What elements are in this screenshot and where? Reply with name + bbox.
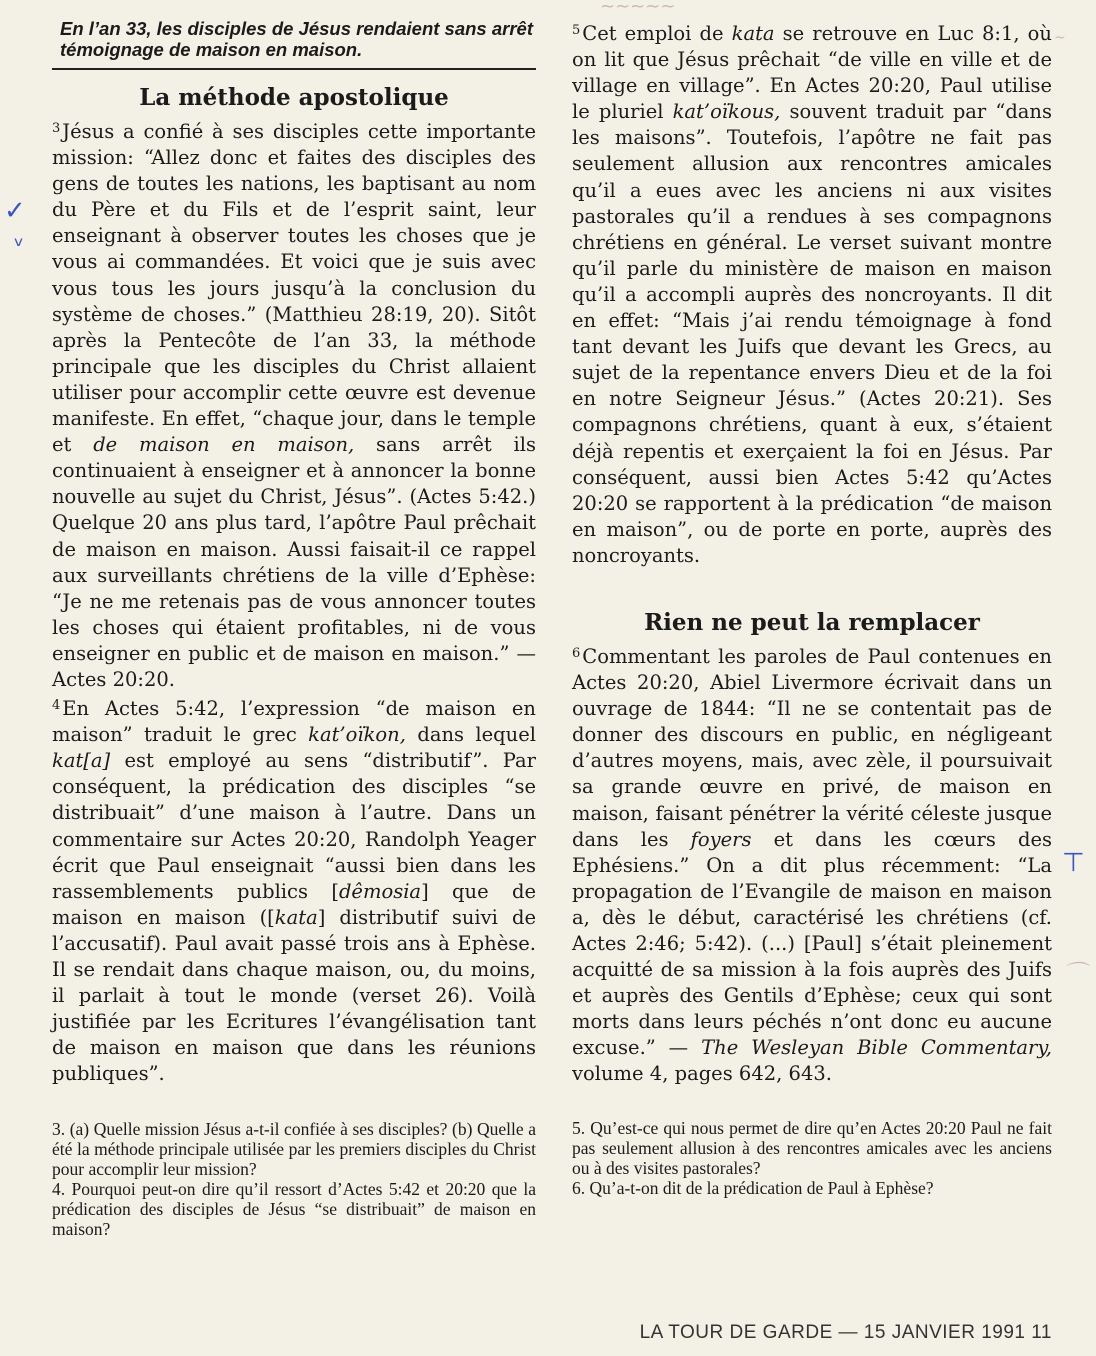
paragraph-number: 6 xyxy=(572,645,581,661)
study-questions-right xyxy=(572,1118,1052,1198)
right-column xyxy=(572,18,1052,1198)
pen-scribble-icon: ᵛ xyxy=(14,232,25,260)
pen-check-mark-icon: ✓ xyxy=(4,196,26,226)
question-3: 3. (a) Quelle mission Jésus a-t-il confiée à ses disciples? (b) Quelle a été la méthode principale utilisée par les premiers disciples du Christ pour accomplir leur mission? xyxy=(52,1119,536,1180)
page-footer: LA TOUR DE GARDE — 15 JANVIER 1991 11 xyxy=(639,1322,1052,1343)
intro-rule xyxy=(52,68,536,70)
pen-margin-note-icon: ~ xyxy=(1054,30,1066,46)
intro-text: En l’an 33, les disciples de Jésus rendaient sans arrêt témoignage de maison en maison. xyxy=(60,18,533,60)
pen-faint-note-icon: ~~~~~ xyxy=(600,0,676,17)
paragraph-number: 5 xyxy=(572,23,581,38)
section-heading-left: La méthode apostolique xyxy=(139,84,449,111)
paragraph-number: 3 xyxy=(52,121,61,136)
question-6: 6. Qu’a-t-on dit de la prédication de Paul à Ephèse? xyxy=(572,1177,934,1198)
paragraph-6: $^6$ Commentant les paroles de Paul contenues en Actes 20:20, Abiel Livermore écrivait dans un ouvrage de 1844: “Il ne se contentait pas de donner des discours en public, en négligeant d’autres moyens, mais, avec zèle, il poursuivait sa grande œuvre en privé, de maison en maison, faisant pénétrer la vérité céleste jusque dans les foyers et dans les cœurs des Ephésiens.” On a dit plus récemment: “La propagation de l’Evangile de maison en maison a, dès le début, caractérisé les chrétiens (cf. Actes 2:46; 5:42). (...) [Paul] s’était pleinement acquitté de sa mission à la fois auprès des Juifs et auprès des Gentils d’Ephèse; ceux qui sont morts dans leurs péchés n’ont donc eu aucune excuse.” — The Wesleyan Bible Commentary, volume 4, pages 642, 643. xyxy=(572,644,1052,1086)
question-5: 5. Qu’est-ce qui nous permet de dire qu’en Actes 20:20 Paul ne fait pas seulement allusion à des rencontres amicales avec les anciens ou à des visites pastorales? xyxy=(572,1117,1052,1178)
pen-bracket-mark-icon: ⌒ xyxy=(1062,960,1086,988)
question-4: 4. Pourquoi peut-on dire qu’il ressort d’Actes 5:42 et 20:20 que la prédication des disciples de Jésus “se distribuait” de maison en maison? xyxy=(52,1179,536,1240)
left-column xyxy=(52,18,536,1239)
paragraph-number: 4 xyxy=(52,698,61,714)
paragraph-4: $^4$ En Actes 5:42, l’expression “de maison en maison” traduit le grec kat’oïkon, dans lequel kat[a] est employé au sens “distributif”. Par conséquent, la prédication des disciples “se distribuait” d’une maison à l’autre. Dans un commentaire sur Actes 20:20, Randolph Yeager écrit que Paul enseignait “aussi bien dans les rassemblements publics [dêmosia] que de maison en maison ([kata] distributif suivi de l’accusatif). Paul avait passé trois ans à Ephèse. Il se rendait dans chaque maison, ou, du moins, il parlait à tout le monde (verset 26). Voilà justifiée par les Ecritures l’évangélisation tant de maison en maison que dans les réunions publiques”. xyxy=(52,697,536,1086)
paragraph-3: $^3$ Jésus a confié à ses disciples cette importante mission: “Allez donc et faites des disciples des gens de toutes les nations, les baptisant au nom du Père et du Fils et de l’esprit saint, leur enseignant à observer toutes les choses que je vous ai commandées. Et voici que je suis avec vous tous les jours jusqu’à la conclusion du système de choses.” (Matthieu 28:19, 20). Sitôt après la Pentecôte de l’an 33, la méthode principale que les disciples du Christ allaient utiliser pour accomplir cette œuvre est devenue manifeste. En effet, “chaque jour, dans le temple et de maison en maison, sans arrêt ils continuaient à enseigner et à annoncer la bonne nouvelle au sujet du Christ, Jésus”. (Actes 5:42.) Quelque 20 ans plus tard, l’apôtre Paul prêchait de maison en maison. Aussi faisait-il ce rappel aux surveillants chrétiens de la ville d’Ephèse: “Je ne me retenais pas de vous annoncer toutes les choses qui étaient profitables, ni de vous enseigner en public et de maison en maison.” — Actes 20:20. xyxy=(52,120,536,691)
paragraph-5: $^5$ Cet emploi de kata se retrouve en Luc 8:1, où on lit que Jésus prêchait “de ville en ville et de village en village”. En Actes 20:20, Paul utilise le pluriel kat’oïkous, souvent traduit par “dans les maisons”. Toutefois, l’apôtre ne fait pas seulement allusion aux rencontres amicales qu’il a eues avec les anciens ni aux visites pastorales qu’il a rendues à ses compagnons chrétiens en général. Le verset suivant montre qu’il parle du ministère de maison en maison qu’il a accompli auprès des noncroyants. Il dit en effet: “Mais j’ai rendu témoignage à fond tant devant les Juifs que devant les Grecs, au sujet de la repentance envers Dieu et de la foi en notre Seigneur Jésus.” (Actes 20:21). Ses compagnons chrétiens, quant à eux, s’étaient déjà repentis et exerçaient la foi en Jésus. Par conséquent, aussi bien Actes 5:42 qu’Actes 20:20 se rapportent à la prédication “de maison en maison”, ou de porte en porte, auprès des noncroyants. xyxy=(572,22,1052,567)
section-heading-right: Rien ne peut la remplacer xyxy=(644,608,980,636)
study-questions-left xyxy=(52,1119,536,1239)
pen-tee-mark-icon: ⊤ xyxy=(1062,848,1085,878)
